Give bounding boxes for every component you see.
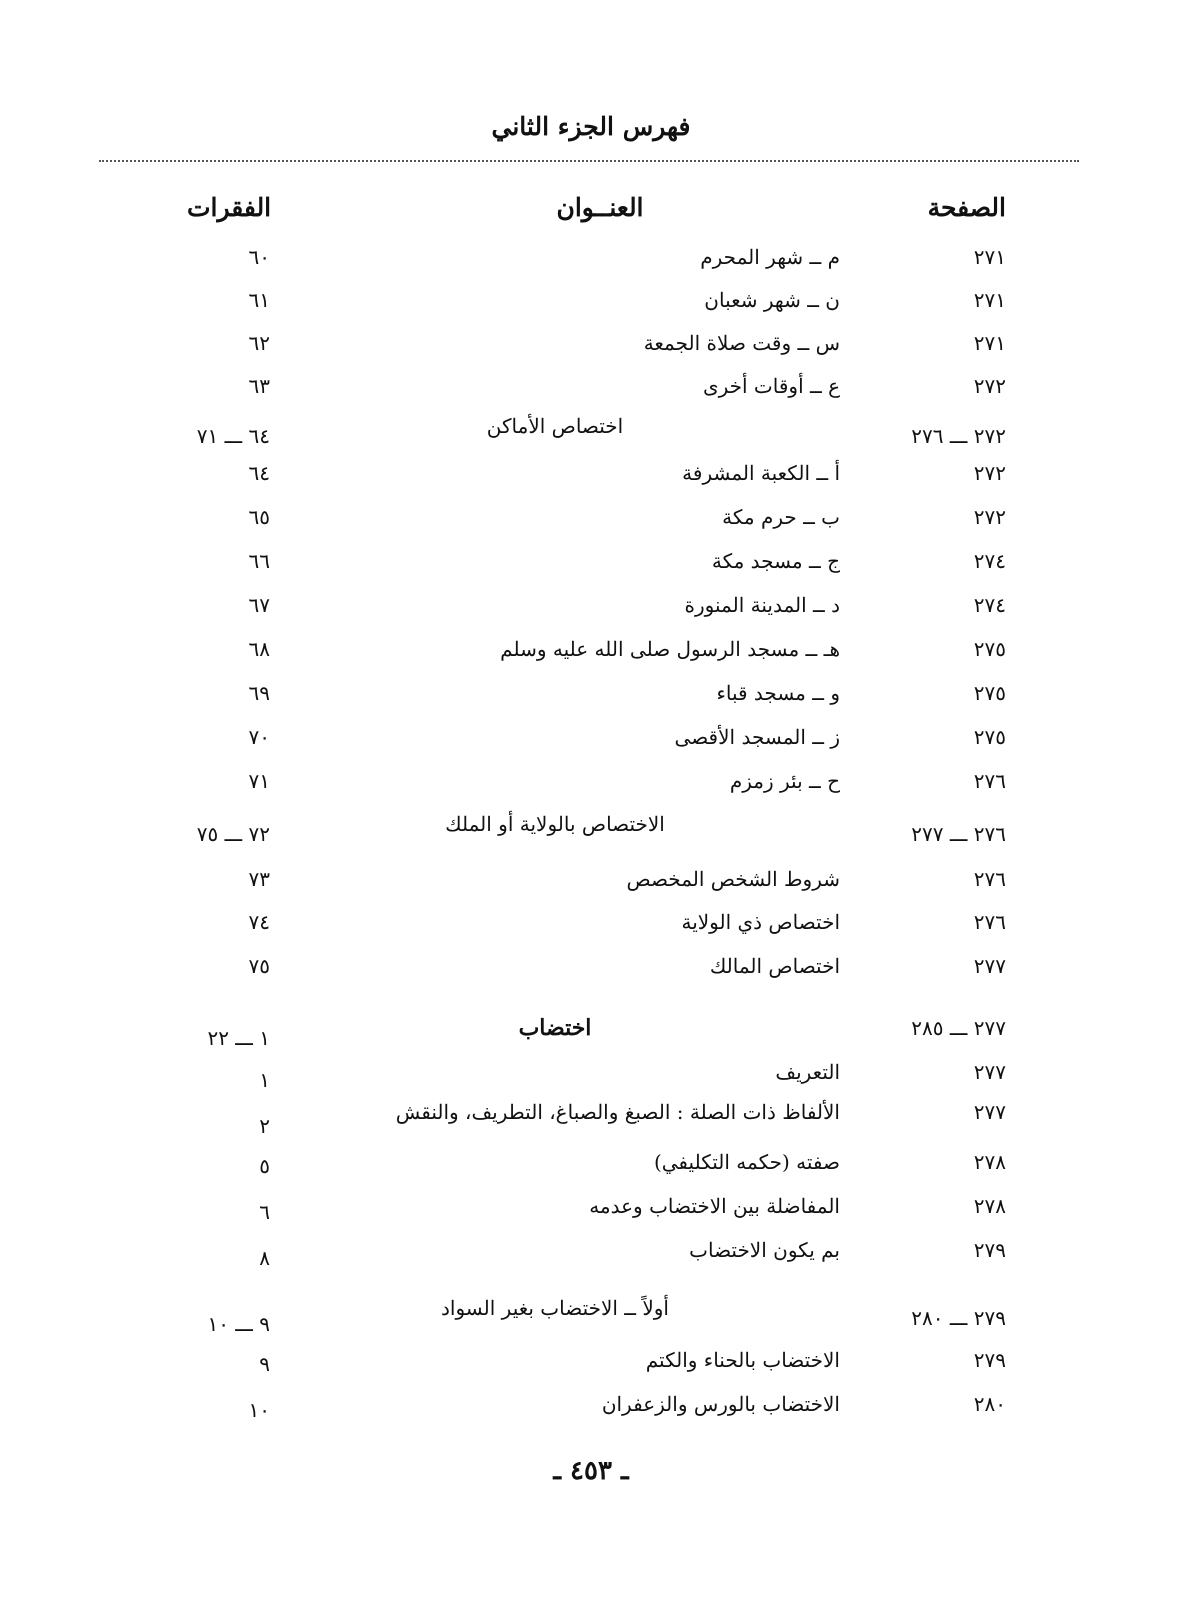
row-page: ٢٧٢ ـــ ٢٧٦ xyxy=(911,424,1006,448)
index-row xyxy=(0,717,1182,757)
row-paragraphs: ٧٤ xyxy=(248,910,270,934)
index-section-row xyxy=(0,1298,1182,1338)
row-page: ٢٧١ xyxy=(973,331,1006,355)
row-paragraphs: ٧٠ xyxy=(248,725,270,749)
page-title: فهرس الجزء الثاني xyxy=(491,112,691,141)
row-paragraphs: ٩ xyxy=(259,1352,270,1376)
row-page: ٢٧٩ ـــ ٢٨٠ xyxy=(911,1306,1006,1330)
row-paragraphs: ٥ xyxy=(259,1154,270,1178)
row-page: ٢٧٨ xyxy=(973,1150,1006,1174)
row-title: المفاضلة بين الاختضاب وعدمه xyxy=(589,1194,840,1218)
row-paragraphs: ٦٠ xyxy=(248,245,270,269)
dotted-divider xyxy=(99,160,1079,162)
row-title: اختضاب xyxy=(518,1015,592,1041)
column-header-paragraphs: الفقرات xyxy=(187,193,272,222)
row-page: ٢٧٩ xyxy=(973,1238,1006,1262)
row-paragraphs: ١ ـــ ٢٢ xyxy=(207,1026,270,1050)
row-paragraphs: ٩ ـــ ١٠ xyxy=(207,1312,270,1336)
row-page: ٢٧٦ xyxy=(973,910,1006,934)
row-title: د ــ المدينة المنورة xyxy=(684,593,840,617)
row-page: ٢٧٥ xyxy=(973,681,1006,705)
row-page: ٢٧١ xyxy=(973,245,1006,269)
row-paragraphs: ١٠ xyxy=(248,1398,270,1422)
index-row xyxy=(0,497,1182,537)
row-paragraphs: ٦٢ xyxy=(248,331,270,355)
row-paragraphs: ٦ xyxy=(259,1200,270,1224)
row-title: أولاً ــ الاختضاب بغير السواد xyxy=(441,1296,669,1320)
row-page: ٢٨٠ xyxy=(973,1392,1006,1416)
column-header-title: العنــوان xyxy=(556,193,644,222)
row-title: اختصاص المالك xyxy=(709,954,840,978)
row-page: ٢٧٤ xyxy=(973,549,1006,573)
row-title: التعريف xyxy=(775,1060,840,1084)
row-title: شروط الشخص المخصص xyxy=(626,867,840,891)
row-paragraphs: ٦٤ ـــ ٧١ xyxy=(196,424,270,448)
index-row xyxy=(0,323,1182,363)
row-title: ن ــ شهر شعبان xyxy=(704,288,840,312)
index-row xyxy=(0,541,1182,581)
index-row xyxy=(0,1052,1182,1092)
row-page: ٢٧٢ xyxy=(973,505,1006,529)
index-section-row xyxy=(0,416,1182,456)
row-title: ح ــ بئر زمزم xyxy=(729,769,840,793)
row-paragraphs: ٧١ xyxy=(248,769,270,793)
row-page: ٢٧٥ xyxy=(973,637,1006,661)
row-page: ٢٧٦ xyxy=(973,769,1006,793)
row-page: ٢٧٧ xyxy=(973,1100,1006,1124)
row-page: ٢٧١ xyxy=(973,288,1006,312)
page-number: ـ ٤٥٣ ـ xyxy=(553,1456,629,1486)
row-page: ٢٧٢ xyxy=(973,461,1006,485)
row-page: ٢٧٦ ـــ ٢٧٧ xyxy=(911,822,1006,846)
row-paragraphs: ٧٢ ـــ ٧٥ xyxy=(196,822,270,846)
row-title: صفته (حكمه التكليفي) xyxy=(653,1150,840,1174)
row-page: ٢٧٩ xyxy=(973,1348,1006,1372)
row-paragraphs: ٦٧ xyxy=(248,593,270,617)
row-title: اختصاص ذي الولاية xyxy=(681,910,840,934)
index-row xyxy=(0,280,1182,320)
row-title: الألفاظ ذات الصلة : الصبغ والصباغ، التطريف، والنقش xyxy=(395,1100,840,1124)
index-row xyxy=(0,1092,1182,1138)
index-section-row xyxy=(0,1008,1182,1048)
row-page: ٢٧٨ xyxy=(973,1194,1006,1218)
row-title: م ــ شهر المحرم xyxy=(700,245,840,269)
index-row xyxy=(0,1230,1182,1270)
index-row xyxy=(0,585,1182,625)
index-row xyxy=(0,1340,1182,1380)
row-paragraphs: ٦٩ xyxy=(248,681,270,705)
row-title: ع ــ أوقات أخرى xyxy=(702,374,840,398)
row-page: ٢٧٦ xyxy=(973,867,1006,891)
index-row xyxy=(0,1384,1182,1424)
index-row xyxy=(0,1186,1182,1226)
row-paragraphs: ٢ xyxy=(259,1114,270,1138)
row-title: ج ــ مسجد مكة xyxy=(711,549,840,573)
row-paragraphs: ٦٣ xyxy=(248,374,270,398)
row-page: ٢٧٢ xyxy=(973,374,1006,398)
index-section-row xyxy=(0,814,1182,854)
index-row xyxy=(0,629,1182,669)
row-paragraphs: ٦٤ xyxy=(248,461,270,485)
row-page: ٢٧٥ xyxy=(973,725,1006,749)
row-paragraphs: ٨ xyxy=(259,1246,270,1270)
index-row xyxy=(0,453,1182,493)
row-paragraphs: ٧٥ xyxy=(248,954,270,978)
row-title: الاختضاب بالورس والزعفران xyxy=(601,1392,840,1416)
row-page: ٢٧٧ ـــ ٢٨٥ xyxy=(911,1016,1006,1040)
row-title: الاختضاب بالحناء والكتم xyxy=(645,1348,840,1372)
row-paragraphs: ٦١ xyxy=(248,288,270,312)
index-row xyxy=(0,237,1182,277)
index-row xyxy=(0,859,1182,899)
index-row xyxy=(0,673,1182,713)
index-row xyxy=(0,366,1182,406)
row-title: الاختصاص بالولاية أو الملك xyxy=(445,812,665,836)
row-title: اختصاص الأماكن xyxy=(486,414,624,438)
row-title: ز ــ المسجد الأقصى xyxy=(674,725,840,749)
index-row xyxy=(0,946,1182,986)
index-row xyxy=(0,1142,1182,1182)
index-row xyxy=(0,902,1182,942)
row-title: ب ــ حرم مكة xyxy=(722,505,840,529)
row-title: و ــ مسجد قباء xyxy=(716,681,840,705)
row-paragraphs: ٦٨ xyxy=(248,637,270,661)
row-paragraphs: ٦٦ xyxy=(248,549,270,573)
row-paragraphs: ١ xyxy=(259,1068,270,1092)
row-title: هـ ــ مسجد الرسول صلى الله عليه وسلم xyxy=(500,637,840,661)
row-title: بم يكون الاختضاب xyxy=(689,1238,840,1262)
row-page: ٢٧٤ xyxy=(973,593,1006,617)
row-paragraphs: ٦٥ xyxy=(248,505,270,529)
row-title: س ــ وقت صلاة الجمعة xyxy=(643,331,840,355)
column-header-page: الصفحة xyxy=(927,193,1006,222)
row-paragraphs: ٧٣ xyxy=(248,867,270,891)
row-page: ٢٧٧ xyxy=(973,1060,1006,1084)
row-page: ٢٧٧ xyxy=(973,954,1006,978)
index-row xyxy=(0,761,1182,801)
row-title: أ ــ الكعبة المشرفة xyxy=(682,461,840,485)
